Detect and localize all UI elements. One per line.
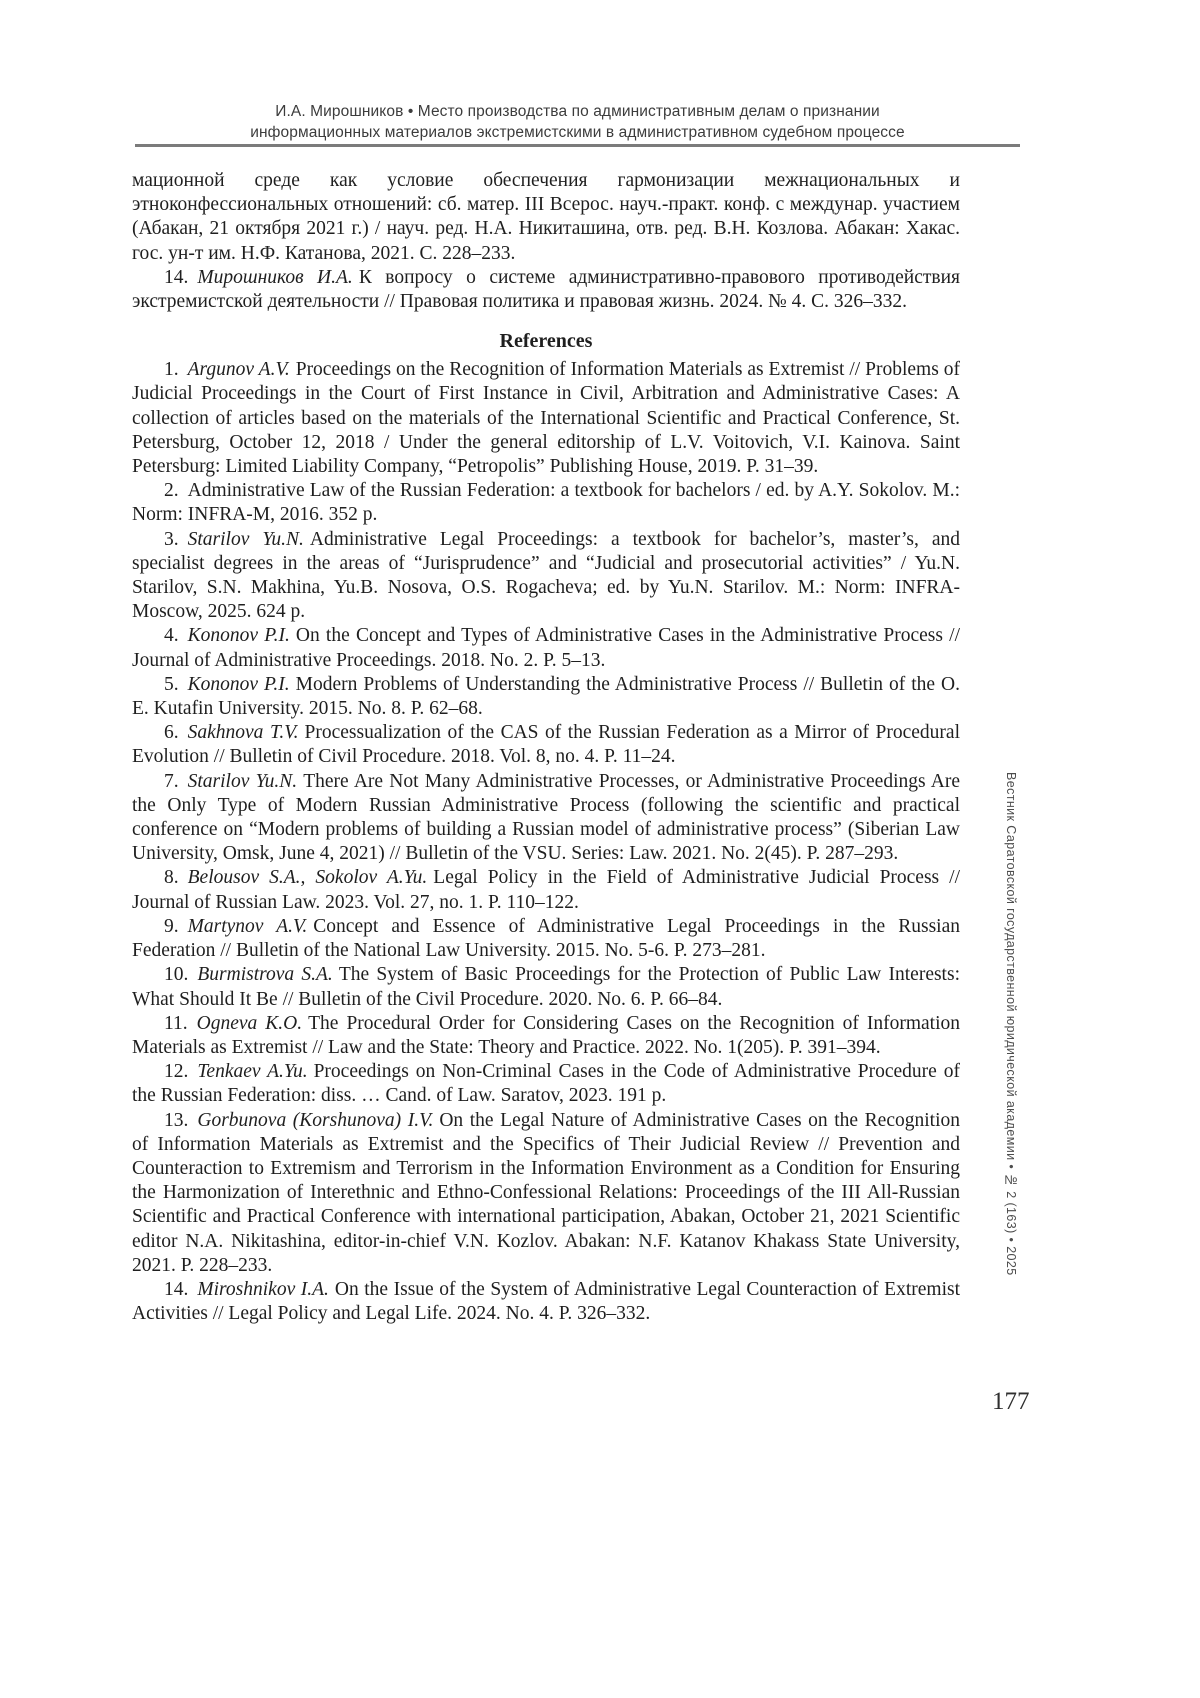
reference-author: Starilov Yu.N. (187, 770, 298, 792)
reference-number: 13. (164, 1109, 189, 1131)
reference-number: 14. (164, 1278, 189, 1300)
reference-number: 6. (164, 722, 179, 744)
reference-text: Modern Problems of Understanding the Administrative Process // Bulletin of the O. E. Kutafin University. 2015. No. 8. P. 62–68. (132, 673, 960, 720)
reference-text: Administrative Law of the Russian Federation: a textbook for bachelors / ed. by A.Y. Sokolov. M.: Norm: INFRA-M, 2016. 352 p. (132, 480, 960, 526)
reference-author: Kononov P.I. (187, 673, 290, 695)
running-header (135, 101, 1020, 143)
reference-number: 11. (164, 1012, 188, 1034)
reference-author: Belousov S.A., Sokolov A.Yu. (187, 867, 428, 889)
reference-number: 1. (164, 359, 179, 381)
reference-item-4 (132, 624, 960, 672)
reference-text: Processualization of the CAS of the Russian Federation as a Mirror of Procedural Evolution // Bulletin of Civil Procedure. 2018. Vol. 8, no. 4. P. 11–24. (132, 722, 960, 768)
reference-item-6 (132, 721, 960, 769)
page-body (132, 169, 960, 1326)
reference-number: 5. (164, 673, 179, 695)
reference-author: Ogneva K.O. (196, 1012, 303, 1034)
reference-item-2 (132, 479, 960, 527)
reference-item-1 (132, 358, 960, 479)
reference-text: Proceedings on Non-Criminal Cases in the Code of Administrative Procedure of the Russian Federation: diss. … Cand. of Law. Saratov, 2023. 191 p. (132, 1061, 960, 1107)
reference-number: 4. (164, 625, 179, 647)
reference-number: 10. (164, 964, 189, 986)
reference-item-14 (132, 1278, 960, 1326)
bibliography-item-ru-14 (132, 266, 960, 314)
item-author: Мирошников И.А. (197, 266, 353, 288)
reference-text: The System of Basic Proceedings for the Protection of Public Law Interests: What Should It Be // Bulletin of the Civil Procedure. 2020. No. 6. P. 66–84. (132, 964, 960, 1010)
reference-author: Starilov Yu.N. (187, 528, 304, 550)
reference-item-11 (132, 1012, 960, 1060)
header-rule (135, 144, 1020, 147)
reference-item-3 (132, 528, 960, 625)
reference-item-10 (132, 963, 960, 1011)
reference-text: Proceedings on the Recognition of Information Materials as Extremist // Problems of Judicial Proceedings in the Court of First Instance in Civil, Arbitration and Administrative Cases: A collection of articles based on the materials of the International Scientific and Practical Conference, St. Petersburg, October 12, 2018 / Under the general editorship of L.V. Voitovich, V.I. Kainova. Saint Petersburg: Limited Liability Company, “Petropolis” Publishing House, 2019. P. 31–39. (132, 359, 960, 478)
reference-author: Sakhnova T.V. (187, 722, 299, 744)
reference-number: 8. (164, 867, 179, 889)
reference-item-8 (132, 866, 960, 914)
reference-item-9 (132, 915, 960, 963)
continuation-paragraph: мационной среде как условие обеспечения гармонизации межнациональных и этноконфессиональных отношений: сб. матер. III Всерос. науч.-практ. конф. с междунар. участием (Абакан, 21 октября 2021 г.) / науч. ред. Н.А. Никиташина, отв. ред. В.Н. Козлова. Абакан: Хакас. гос. ун-т им. Н.Ф. Катанова, 2021. С. 228–233. (132, 170, 960, 264)
reference-number: 9. (164, 915, 179, 937)
page-number: 177 (992, 1388, 1030, 1415)
reference-author: Martynov A.V. (187, 915, 308, 937)
reference-author: Gorbunova (Korshunova) I.V. (197, 1109, 434, 1131)
item-number: 14. (164, 266, 189, 288)
reference-author: Tenkaev A.Yu. (197, 1061, 308, 1083)
reference-text: There Are Not Many Administrative Processes, or Administrative Proceedings Are the Only Type of Modern Russian Administrative Process (following the scientific and practical conference on “Modern problems of building a Russian model of administrative process” (Siberian Law University, Omsk, June 4, 2021) // Bulletin of the VSU. Series: Law. 2021. No. 2(45). P. 287–293. (132, 770, 961, 865)
journal-spine-caption: Вестник Саратовской государственной юридической академии • № 2 (163) • 2025 (1004, 772, 1018, 1276)
reference-item-12 (132, 1060, 960, 1108)
reference-text: On the Legal Nature of Administrative Cases on the Recognition of Information Materials as Extremist and the Specifics of Their Judicial Review // Prevention and Counteraction to Extremism and Terrorism in the Information Environment as a Condition for Ensuring the Harmonization of Interethnic and Ethno-Confessional Relations: Proceedings of the III All-Russian Scientific and Practical Conference with international participation, Abakan, October 21, 2021 Scientific editor N.A. Nikitashina, editor-in-chief V.N. Kozlov. Abakan: N.F. Katanov Khakass State University, 2021. P. 228–233. (132, 1109, 960, 1276)
item-text: К вопросу о системе административно-правового противодействия экстремистской деятельности // Правовая политика и правовая жизнь. 2024. № 4. С. 326–332. (132, 266, 960, 313)
reference-author: Argunov A.V. (187, 359, 290, 381)
reference-text: Administrative Legal Proceedings: a textbook for bachelor’s, master’s, and specialist degrees in the areas of “Jurisprudence” and “Judicial and prosecutorial activities” / Yu.N. Starilov, S.N. Makhina, Yu.B. Nosova, O.S. Rogacheva; ed. by Yu.N. Starilov. M.: Norm: INFRA-Moscow, 2025. 624 p. (132, 528, 960, 623)
reference-text: On the Issue of the System of Administrative Legal Counteraction of Extremist Activities // Legal Policy and Legal Life. 2024. No. 4. P. 326–332. (132, 1278, 960, 1325)
reference-number: 3. (164, 528, 179, 550)
reference-author: Burmistrova S.A. (197, 964, 333, 986)
reference-text: Legal Policy in the Field of Administrative Judicial Process // Journal of Russian Law. 2023. Vol. 27, no. 1. P. 110–122. (132, 867, 960, 913)
reference-number: 7. (164, 770, 179, 792)
running-header-line2: информационных материалов экстремистскими в административном судебном процессе (250, 124, 905, 141)
reference-text: Concept and Essence of Administrative Legal Proceedings in the Russian Federation // Bulletin of the National Law University. 2015. No. 5-6. P. 273–281. (132, 915, 960, 962)
reference-text: The Procedural Order for Considering Cases on the Recognition of Information Materials as Extremist // Law and the State: Theory and Practice. 2022. No. 1(205). P. 391–394. (132, 1012, 960, 1058)
reference-item-13 (132, 1109, 960, 1278)
reference-item-7 (132, 770, 960, 867)
running-header-line1: И.А. Мирошников • Место производства по административным делам о признании (275, 103, 880, 120)
reference-number: 2. (164, 480, 179, 502)
references-heading: References (499, 330, 593, 353)
reference-item-5 (132, 673, 960, 721)
reference-text: On the Concept and Types of Administrative Cases in the Administrative Process // Journal of Administrative Proceedings. 2018. No. 2. P. 5–13. (132, 625, 960, 671)
reference-author: Kononov P.I. (187, 625, 290, 647)
reference-author: Miroshnikov I.A. (197, 1278, 329, 1300)
reference-number: 12. (164, 1061, 189, 1083)
